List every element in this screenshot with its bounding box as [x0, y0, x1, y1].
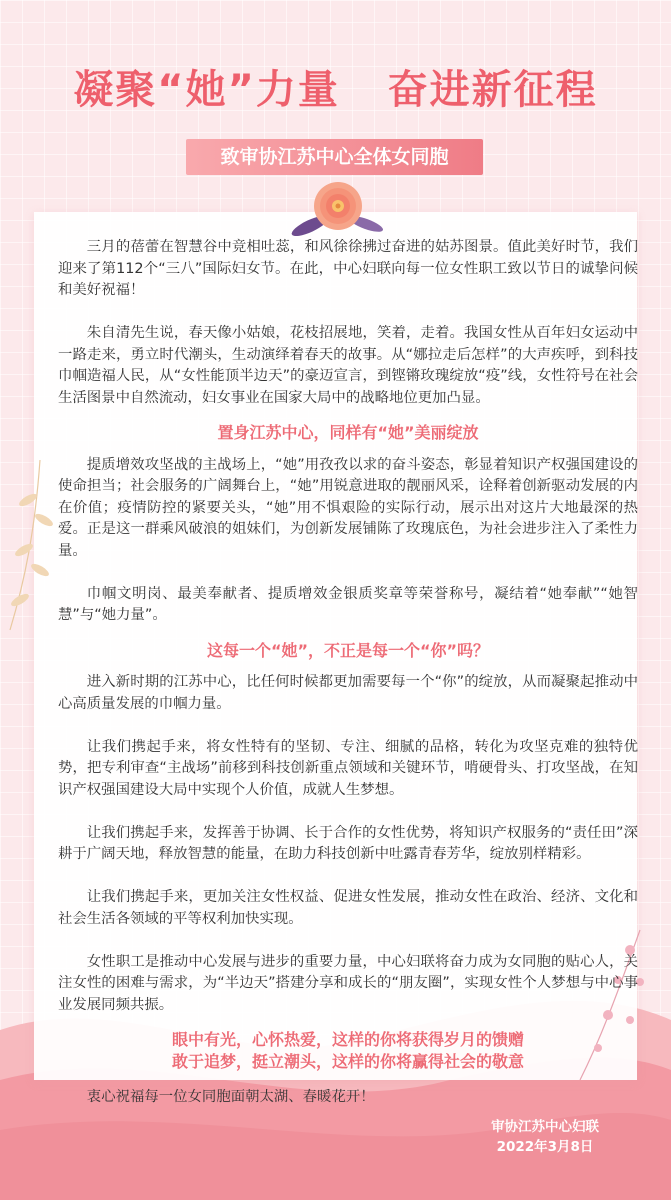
paragraph-honors: 巾帼文明岗、最美奉献者、提质增效金银质奖章等荣誉称号，凝结着“她奉献”“她智慧”与“她力量”。 — [58, 585, 638, 623]
letter-content — [58, 237, 638, 1130]
section-heading-2: 这每一个“她”，不正是每一个“你”吗？ — [206, 640, 490, 660]
paragraph-hand-in-hand-1: 让我们携起手来，将女性特有的坚韧、专注、细腻的品格，转化为攻坚克难的独特优势，把专利审查“主战场”前移到科技创新重点领域和关键环节，啃硬骨头、打攻坚战，在知识产权强国建设大局中实现个人价值，成就人生梦想。 — [58, 738, 638, 798]
paragraph-new-era: 进入新时期的江苏中心，比任何时候都更加需要每一个“你”的绽放，从而凝聚起推动中心高质量发展的巾帼力量。 — [58, 674, 638, 712]
paragraph-closing-wish: 衷心祝福每一位女同胞面朝太湖、春暖花开！ — [86, 1089, 375, 1105]
slogan-block — [58, 1029, 638, 1073]
signature-date: 2022年3月8日 — [496, 1139, 594, 1155]
flower-icon — [288, 174, 388, 244]
paragraph-contribution: 提质增效攻坚战的主战场上，“她”用孜孜以求的奋斗姿态，彰显着知识产权强国建设的使命担当；社会服务的广阔舞台上，“她”用锐意进取的靓丽风采，诠释着创新驱动发展的内在价值；疫情防控的紧要关头，“她”用不惧艰险的实际行动，展示出对这片大地最深的热爱。正是这一群乘风破浪的姐妹们，为创新发展铺陈了玫瑰底色，为社会进步注入了柔性力量。 — [58, 456, 638, 559]
paragraph-greeting: 三月的蓓蕾在智慧谷中竞相吐蕊，和风徐徐拂过奋进的姑苏图景。值此美好时节，我们迎来了第112个“三八”国际妇女节。在此，中心妇联向每一位女性职工致以节日的诚挚问候和美好祝福！ — [58, 239, 638, 298]
signature-org: 审协江苏中心妇联 — [491, 1119, 599, 1135]
slogan-line-2: 敢于追梦，挺立潮头，这样的你将赢得社会的敬意 — [171, 1052, 524, 1071]
paragraph-hand-in-hand-2: 让我们携起手来，发挥善于协调、长于合作的女性优势，将知识产权服务的“责任田”深耕于广阔天地，释放智慧的能量，在助力科技创新中吐露青春芳华，绽放别样精彩。 — [58, 824, 638, 862]
paragraph-union: 女性职工是推动中心发展与进步的重要力量，中心妇联将奋力成为女同胞的贴心人，关注女性的困难与需求，为“半边天”搭建分享和成长的“朋友圈”，实现女性个人梦想与中心事业发展同频共振。 — [58, 953, 638, 1013]
paragraph-spring: 朱自清先生说，春天像小姑娘，花枝招展地，笑着，走着。我国女性从百年妇女运动中一路走来，勇立时代潮头，生动演绎着春天的故事。从“娜拉走后怎样”的大声疾呼，到科技巾帼造福人民，从“女性能顶半边天”的豪迈宣言，到铿锵玫瑰绽放“疫”线，女性符号在社会生活图景中自然流动，妇女事业在国家大局中的战略地位更加凸显。 — [58, 325, 638, 406]
section-heading-1: 置身江苏中心，同样有“她”美丽绽放 — [217, 423, 479, 442]
slogan-line-1: 眼中有光，心怀热爱，这样的你将获得岁月的馈赠 — [171, 1030, 524, 1049]
paragraph-hand-in-hand-3: 让我们携起手来，更加关注女性权益、促进女性发展，推动女性在政治、经济、文化和社会生活各领域的平等权利加快实现。 — [58, 889, 638, 927]
subtitle-banner: 致审协江苏中心全体女同胞 — [186, 139, 483, 175]
page-title: 凝聚“她”力量 奋进新征程 — [73, 67, 598, 113]
signature — [470, 1117, 620, 1157]
